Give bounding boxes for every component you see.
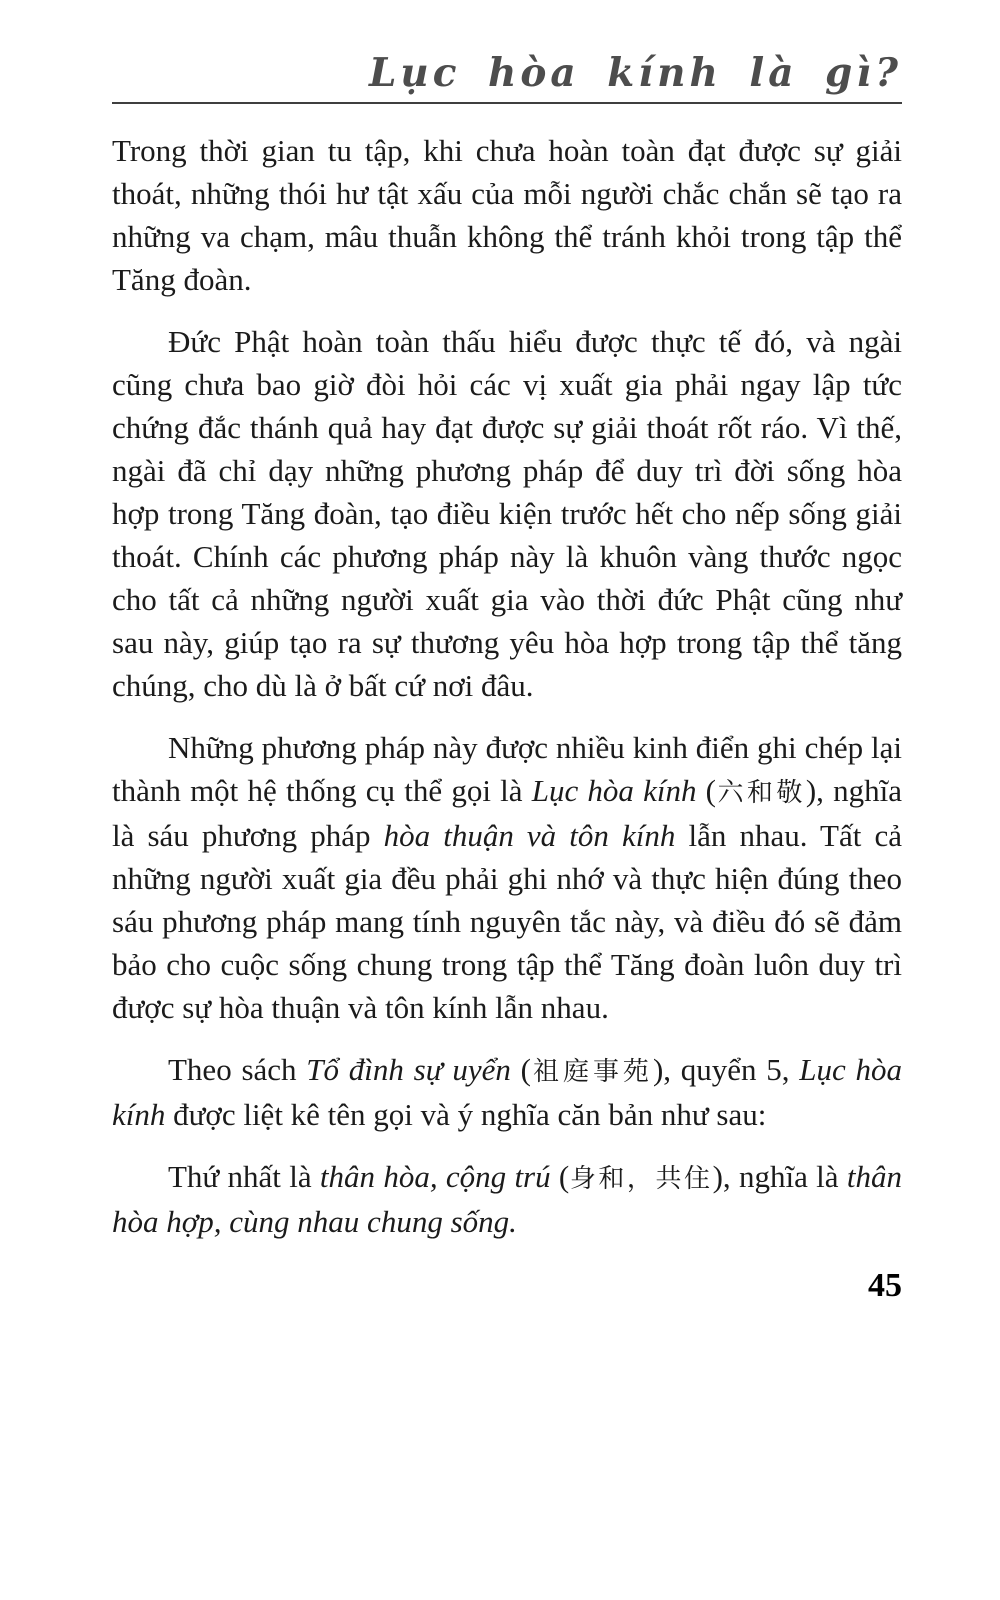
text-run-italic: Lục hòa kính [112, 1052, 903, 1132]
text-run: Trong thời gian tu tập, khi chưa hoàn toàn đạt được sự giải thoát, những thói hư tật xấu của mỗi người chắc chắn sẽ tạo ra những va chạm, mâu thuẫn không thể tránh khỏi trong tập thể Tăng đoàn. [112, 133, 902, 297]
text-run: ( [550, 1159, 570, 1194]
page-number: 45 [868, 1267, 902, 1304]
text-run-italic: thân hòa hợp, cùng nhau chung sống. [112, 1159, 902, 1239]
page-header [112, 50, 902, 104]
paragraph-2 [112, 320, 902, 707]
text-run: ( [510, 1052, 531, 1087]
paragraph-1 [112, 129, 902, 301]
text-run-cjk: 祖庭事苑 [530, 1057, 653, 1086]
text-run-italic: thân hòa, cộng trú [319, 1159, 551, 1194]
text-run: ), nghĩa là sáu phương pháp [112, 773, 902, 853]
paragraph-3 [112, 726, 902, 1029]
text-run-italic: Tổ đình sự uyển [306, 1052, 511, 1087]
paragraph-4 [112, 1048, 902, 1136]
text-run-cjk: 六和敬 [716, 778, 806, 807]
text-run: Những phương pháp này được nhiều kinh điển ghi chép lại thành một hệ thống cụ thể gọi là [112, 730, 902, 808]
text-run-cjk: 身和，共住 [569, 1164, 713, 1193]
page-footer [112, 1267, 902, 1305]
text-run: Đức Phật hoàn toàn thấu hiểu được thực tế đó, và ngài cũng chưa bao giờ đòi hỏi các vị xuất gia phải ngay lập tức chứng đắc thánh quả hay đạt được sự giải thoát rốt ráo. Vì thế, ngài đã chỉ dạy những phương pháp để duy trì đời sống hòa hợp trong Tăng đoàn, tạo điều kiện trước hết cho nếp sống giải thoát. Chính các phương pháp này là khuôn vàng thước ngọc cho tất cả những người xuất gia vào thời đức Phật cũng như sau này, giúp tạo ra sự thương yêu hòa hợp trong tập thể tăng chúng, cho dù là ở bất cứ nơi đâu. [112, 324, 902, 703]
header-rule [112, 102, 902, 104]
text-run: ), nghĩa là [712, 1159, 847, 1194]
text-run: Theo sách [168, 1052, 307, 1087]
text-run: ), quyển 5, [652, 1052, 800, 1087]
text-run-italic: hòa thuận và tôn kính [383, 818, 676, 853]
text-run-italic: Lục hòa kính [531, 773, 697, 808]
text-run: được liệt kê tên gọi và ý nghĩa căn bản như sau: [165, 1097, 767, 1132]
text-run: lẫn nhau. Tất cả những người xuất gia đều phải ghi nhớ và thực hiện đúng theo sáu phương pháp mang tính nguyên tắc này, và điều đó sẽ đảm bảo cho cuộc sống chung trong tập thể Tăng đoàn luôn duy trì được sự hòa thuận và tôn kính lẫn nhau. [112, 818, 902, 1025]
page-body [112, 129, 902, 1243]
text-run: Thứ nhất là [168, 1159, 320, 1194]
running-title: Lục hòa kính là gì? [368, 50, 902, 96]
text-run: ( [696, 773, 717, 808]
paragraph-5 [112, 1155, 902, 1243]
